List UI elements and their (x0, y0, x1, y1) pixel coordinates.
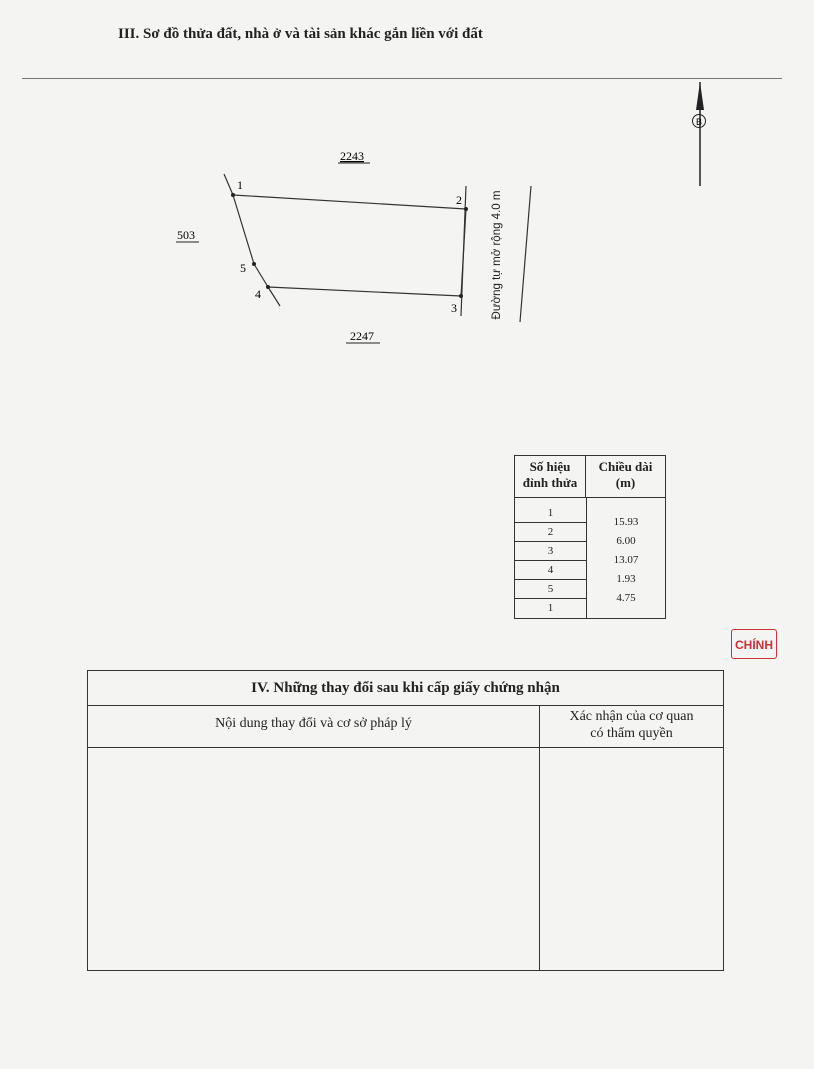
vertex-markers (231, 193, 468, 298)
vertex-header: Số hiệu đỉnh thửa (515, 456, 586, 498)
plot-diagram (0, 0, 814, 420)
road-label: Đường tự mở rộng 4.0 m (491, 190, 503, 320)
vertex-label-1: 1 (237, 178, 243, 192)
vertex-row: 4 (547, 564, 554, 576)
vertex-label-2: 2 (456, 193, 462, 207)
vertex-row: 1 (547, 602, 554, 614)
table-column-divider (539, 748, 540, 970)
length-value: 15.93 (613, 516, 639, 528)
vertex-label-4: 4 (255, 287, 261, 301)
neighbor-top-label: 2243 (340, 149, 364, 163)
original-copy-stamp: CHÍNH (731, 629, 777, 659)
length-value: 6.00 (616, 535, 636, 547)
road-edge-line (520, 186, 531, 322)
change-content-header: Nội dung thay đổi và cơ sở pháp lý (88, 706, 540, 748)
vertex-row: 1 (547, 507, 554, 519)
neighbor-bottom-label: 2247 (350, 329, 374, 343)
north-symbol-text: B (695, 117, 703, 127)
vertex-row: 5 (547, 583, 554, 595)
length-value: 13.07 (613, 554, 639, 566)
changes-table (87, 670, 724, 971)
vertex-label-5: 5 (240, 261, 246, 275)
north-arrow-icon (693, 82, 706, 186)
section-3-title: III. Sơ đồ thửa đất, nhà ở và tài sản khác gắn liền với đất (118, 26, 483, 42)
authority-confirmation-header: Xác nhận của cơ quan có thẩm quyền (540, 706, 723, 748)
length-header: Chiều dài (m) (586, 456, 665, 498)
length-value: 4.75 (616, 592, 636, 604)
vertex-length-table (514, 455, 666, 619)
length-value: 1.93 (616, 573, 636, 585)
section-4-title: IV. Những thay đổi sau khi cấp giấy chứng nhận (88, 671, 723, 706)
vertex-row: 2 (547, 526, 554, 538)
vertex-label-3: 3 (451, 301, 457, 315)
vertex-row: 3 (547, 545, 554, 557)
neighbor-left-label: 503 (177, 228, 195, 242)
